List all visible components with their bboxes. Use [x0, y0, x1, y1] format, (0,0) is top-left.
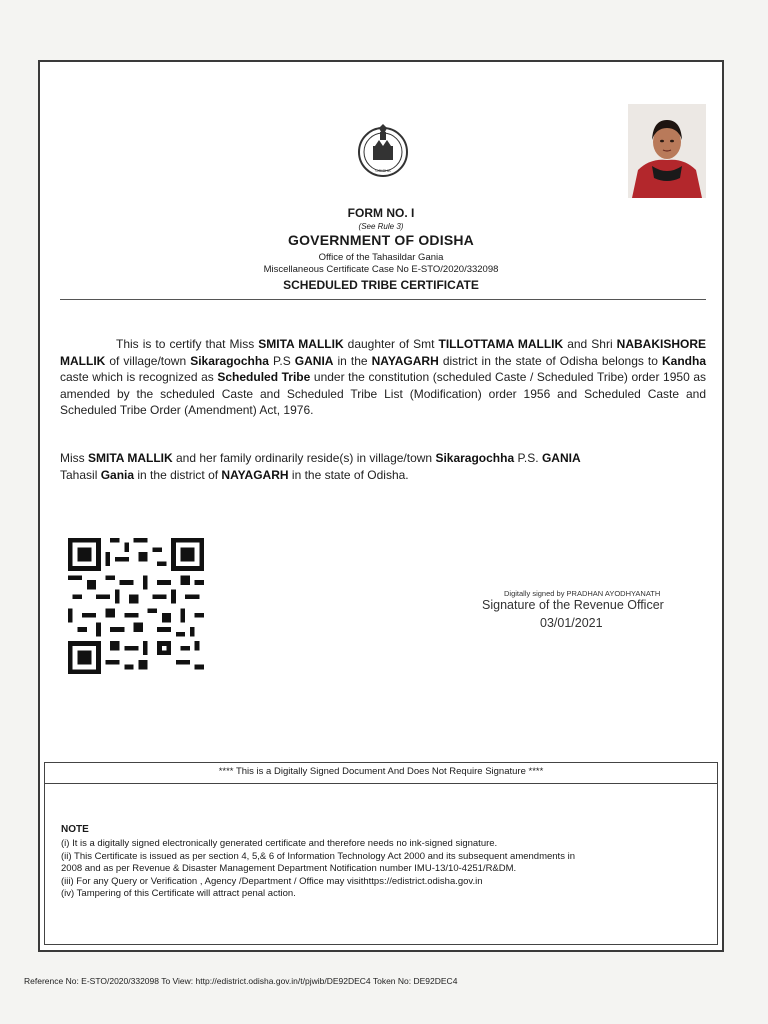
header-divider: [60, 299, 706, 300]
government-title: GOVERNMENT OF ODISHA: [287, 232, 474, 248]
see-rule: (See Rule 3): [358, 222, 404, 231]
applicant-name: SMITA MALLIK: [258, 337, 344, 351]
note-list: [61, 838, 711, 901]
police-station: GANIA: [294, 353, 334, 368]
tahasil-name: Gania: [100, 467, 135, 482]
applicant-photo: [628, 104, 706, 198]
certificate-sheet: [38, 60, 724, 952]
note-section: [44, 780, 718, 945]
svg-text:ODISHA: ODISHA: [375, 168, 391, 173]
case-number: Miscellaneous Certificate Case No E-STO/2020/332098: [263, 264, 499, 275]
father-name: NABAKISHORE MALLIK: [60, 337, 706, 368]
district-name: NAYAGARH: [371, 353, 439, 368]
signature-label: Signature of the Revenue Officer: [482, 598, 664, 612]
office-name: Office of the Tahasildar Gania: [318, 252, 444, 263]
note-title: NOTE: [61, 824, 89, 835]
reference-footer: Reference No: E-STO/2020/332098 To View: http://edistrict.odisha.gov.in/t/pjwib/DE92DEC4 Token No: DE92DEC4: [24, 976, 458, 986]
note-item: 2008 and as per Revenue & Disaster Management Department Notification number IMU-13/10-4251/R&DM.: [61, 863, 517, 874]
form-number: FORM NO. I: [347, 206, 415, 220]
odisha-emblem-icon: [355, 122, 411, 178]
village-name: Sikaragochha: [190, 353, 269, 368]
digital-signature-info: Digitally signed by PRADHAN AYODHYANATH: [504, 589, 661, 598]
caste-name: Kandha: [661, 353, 706, 368]
certificate-title: SCHEDULED TRIBE CERTIFICATE: [283, 278, 479, 292]
mother-name: TILLOTTAMA MALLIK: [438, 337, 564, 351]
signature-date: 03/01/2021: [540, 616, 603, 630]
certificate-paragraph-2: Miss SMITA MALLIK and her family ordinarily reside(s) in village/town Sikaragochha P.S. GANIA Tahasil Gania in the district of NAYAGARH in the state of Odisha.: [60, 451, 581, 482]
note-item: (i) It is a digitally signed electronically generated certificate and therefore needs no ink-signed signature.: [61, 838, 498, 849]
category-name: Scheduled Tribe: [217, 370, 311, 384]
note-item: (ii) This Certificate is issued as per section 4, 5,& 6 of Information Technology Act 2000 and its subsequent amendments in: [61, 850, 575, 862]
qr-code: [66, 538, 206, 674]
note-item: (iii) For any Query or Verification , Agency /Department / Office may visithttps://edistrict.odisha.gov.in: [61, 875, 483, 887]
note-item: (iv) Tampering of this Certificate will attract penal action.: [61, 888, 296, 899]
digital-signature-notice: **** This is a Digitally Signed Document And Does Not Require Signature ****: [44, 762, 718, 784]
certificate-paragraph-1: This is to certify that Miss SMITA MALLIK daughter of Smt TILLOTTAMA MALLIK and Shri NABAKISHORE MALLIK of village/town Sikaragochha P.S GANIA in the NAYAGARH district in the state of Odisha belongs to Kandha caste which is recognized as Scheduled Tribe under the constitution (scheduled Caste / Scheduled Tribe) order 1950 as amended by the scheduled Caste and Scheduled Tribe List (Modification) order 1956 and Scheduled Caste and Scheduled Tribe Order (Amendment) Act, 1976.: [60, 337, 707, 417]
